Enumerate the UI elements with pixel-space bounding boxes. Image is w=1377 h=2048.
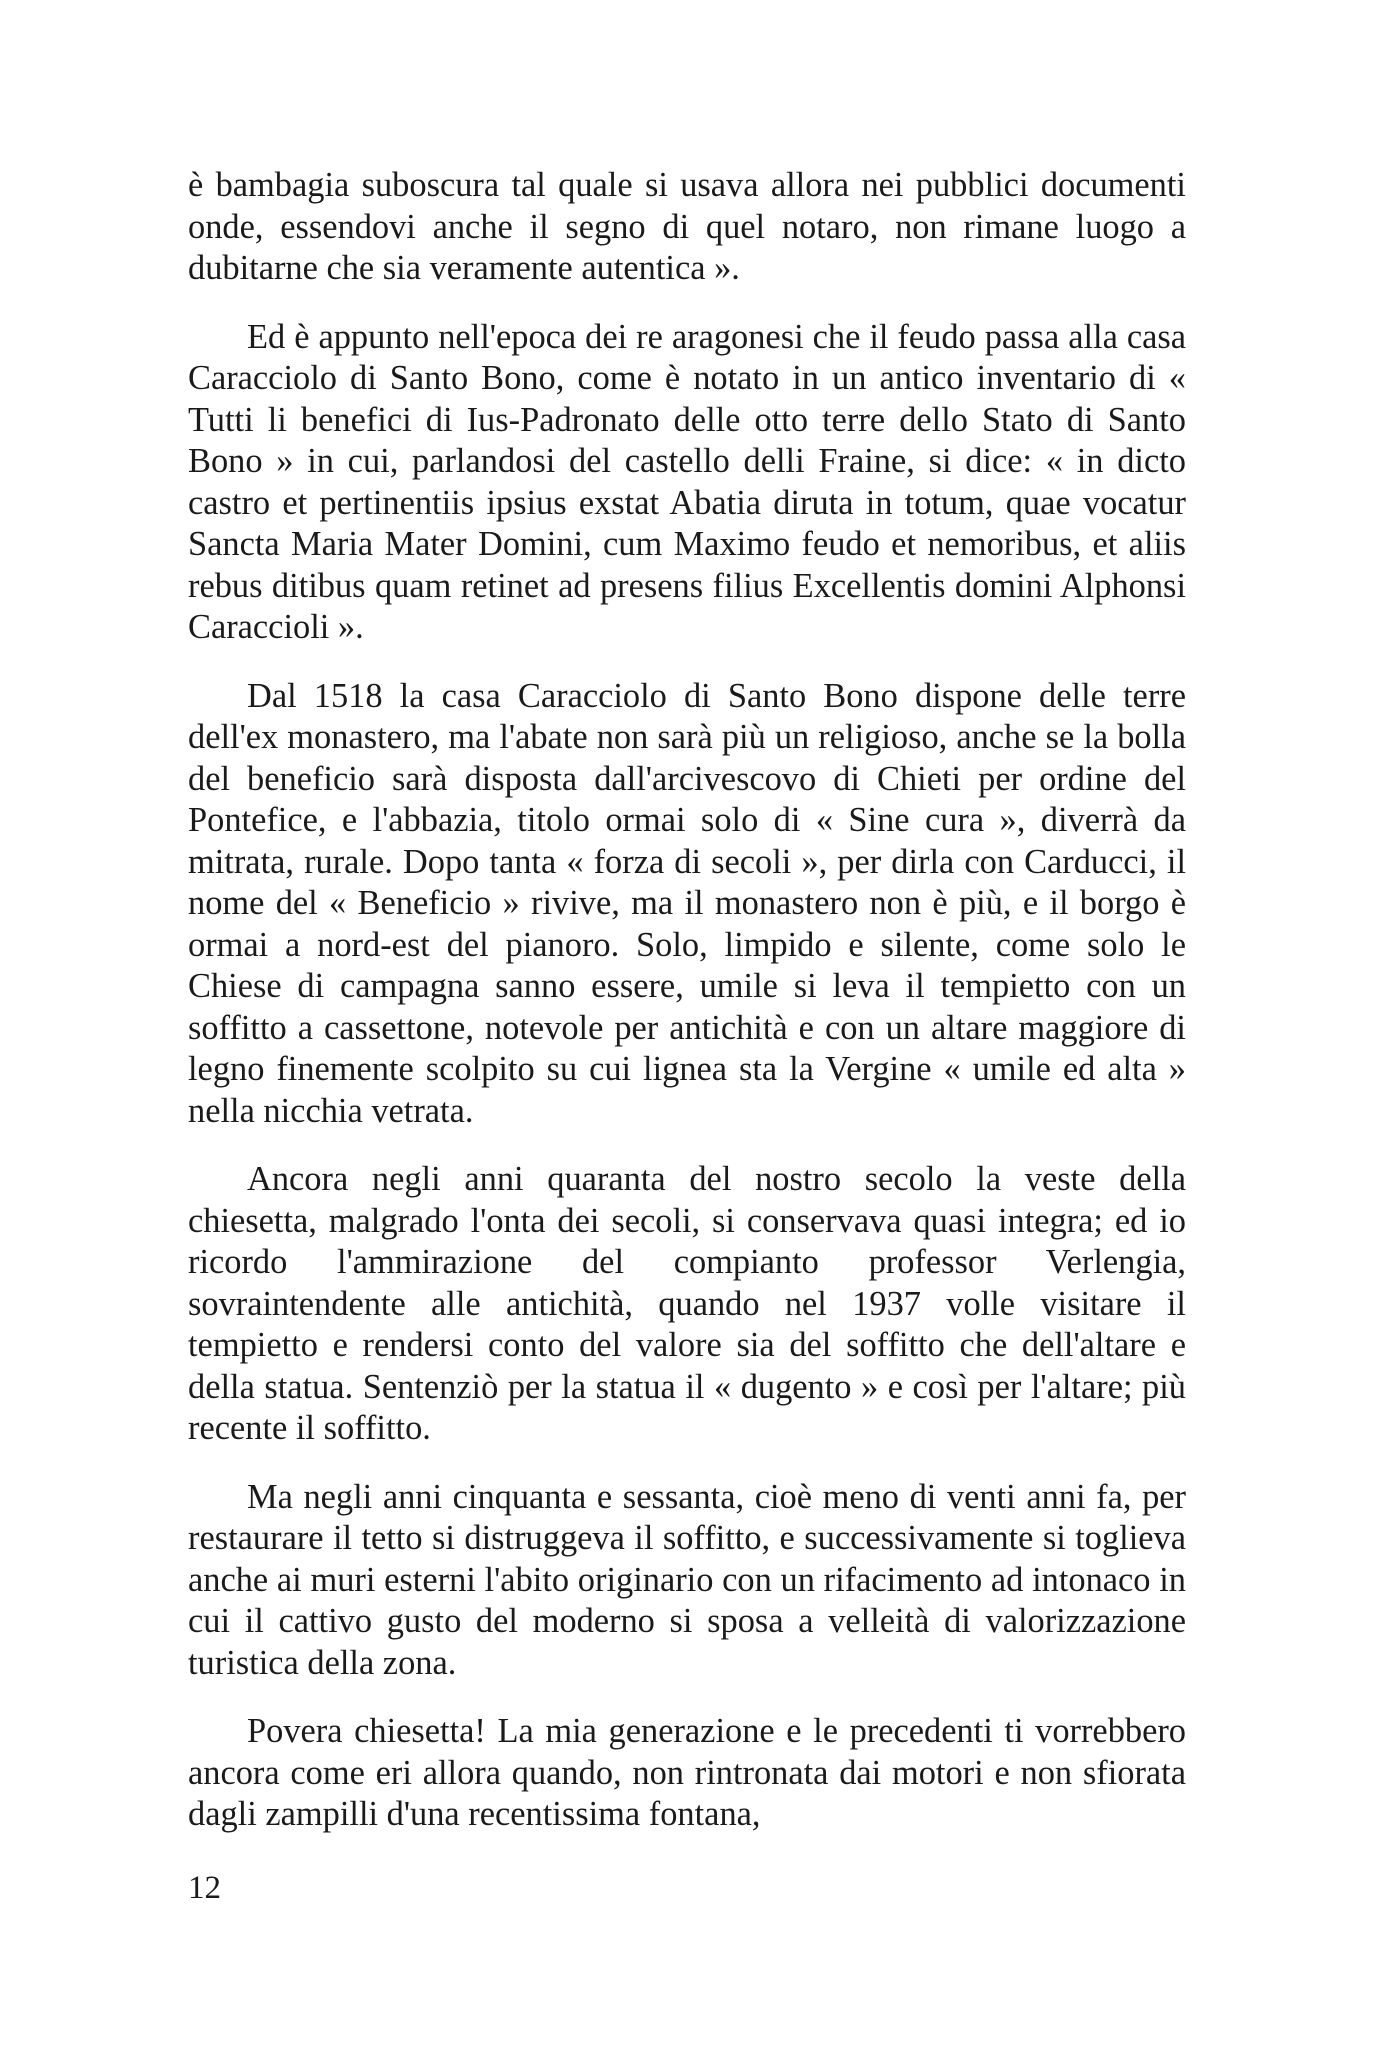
body-text: [188, 165, 1186, 1863]
paragraph-1518: Dal 1518 la casa Caracciolo di Santo Bono dispone delle terre dell'ex monastero, ma l'abate non sarà più un religioso, anche se la bolla del beneficio sarà disposta dall'arcivescovo di Chieti per ordine del Pontefice, e l'abbazia, titolo ormai solo di « Sine cura », diverrà da mitrata, rurale. Dopo tanta « forza di secoli », per dirla con Carducci, il nome del « Beneficio » rivive, ma il monastero non è più, e il borgo è ormai a nord-est del pianoro. Solo, limpido e silente, come solo le Chiese di campagna sanno essere, umile si leva il tempietto con un soffitto a cassettone, notevole per antichità e con un altare maggiore di legno finemente scolpito su cui lignea sta la Vergine « umile ed alta » nella nicchia vetrata.: [188, 676, 1186, 1130]
paragraph-anni-cinquanta: Ma negli anni cinquanta e sessanta, cioè meno di venti anni fa, per restaurare il tetto si distruggeva il soffitto, e successivamente si toglieva anche ai muri esterni l'abito originario con un rifacimento ad intonaco in cui il cattivo gusto del moderno si sposa a velleità di valorizzazione turistica della zona.: [188, 1477, 1186, 1682]
paragraph-anni-quaranta: Ancora negli anni quaranta del nostro secolo la veste della chiesetta, malgrado l'onta dei secoli, si conservava quasi integra; ed io ricordo l'ammirazione del compianto professor Verlengia, sovraintendente alle antichità, quando nel 1937 volle visitare il tempietto e rendersi conto del valore sia del soffitto che dell'altare e della statua. Sentenziò per la statua il « dugento » e così per l'altare; più recente il soffitto.: [188, 1160, 1186, 1447]
page-number: 12: [188, 1870, 221, 1906]
paragraph-aragonesi: Ed è appunto nell'epoca dei re aragonesi che il feudo passa alla casa Caracciolo di Santo Bono, come è notato in un antico inventario di « Tutti li benefici di Ius-Padronato delle otto terre dello Stato di Santo Bono » in cui, parlandosi del castello delli Fraine, si dice: « in dicto castro et pertinentiis ipsius exstat Abatia diruta in totum, quae vocatur Sancta Maria Mater Domini, cum Maximo feudo et nemoribus, et aliis rebus ditibus quam retinet ad presens filius Excellentis domini Alphonsi Caraccioli ».: [188, 317, 1186, 646]
paragraph-povera-chiesetta: Povera chiesetta! La mia generazione e le precedenti ti vorrebbero ancora come eri allora quando, non rintronata dai motori e non sfiorata dagli zampilli d'una recentissima fontana,: [188, 1712, 1186, 1833]
paragraph-continuation: è bambagia suboscura tal quale si usava allora nei pubblici documenti onde, essendovi anche il segno di quel notaro, non rimane luogo a dubitarne che sia veramente autentica ».: [188, 166, 1186, 287]
